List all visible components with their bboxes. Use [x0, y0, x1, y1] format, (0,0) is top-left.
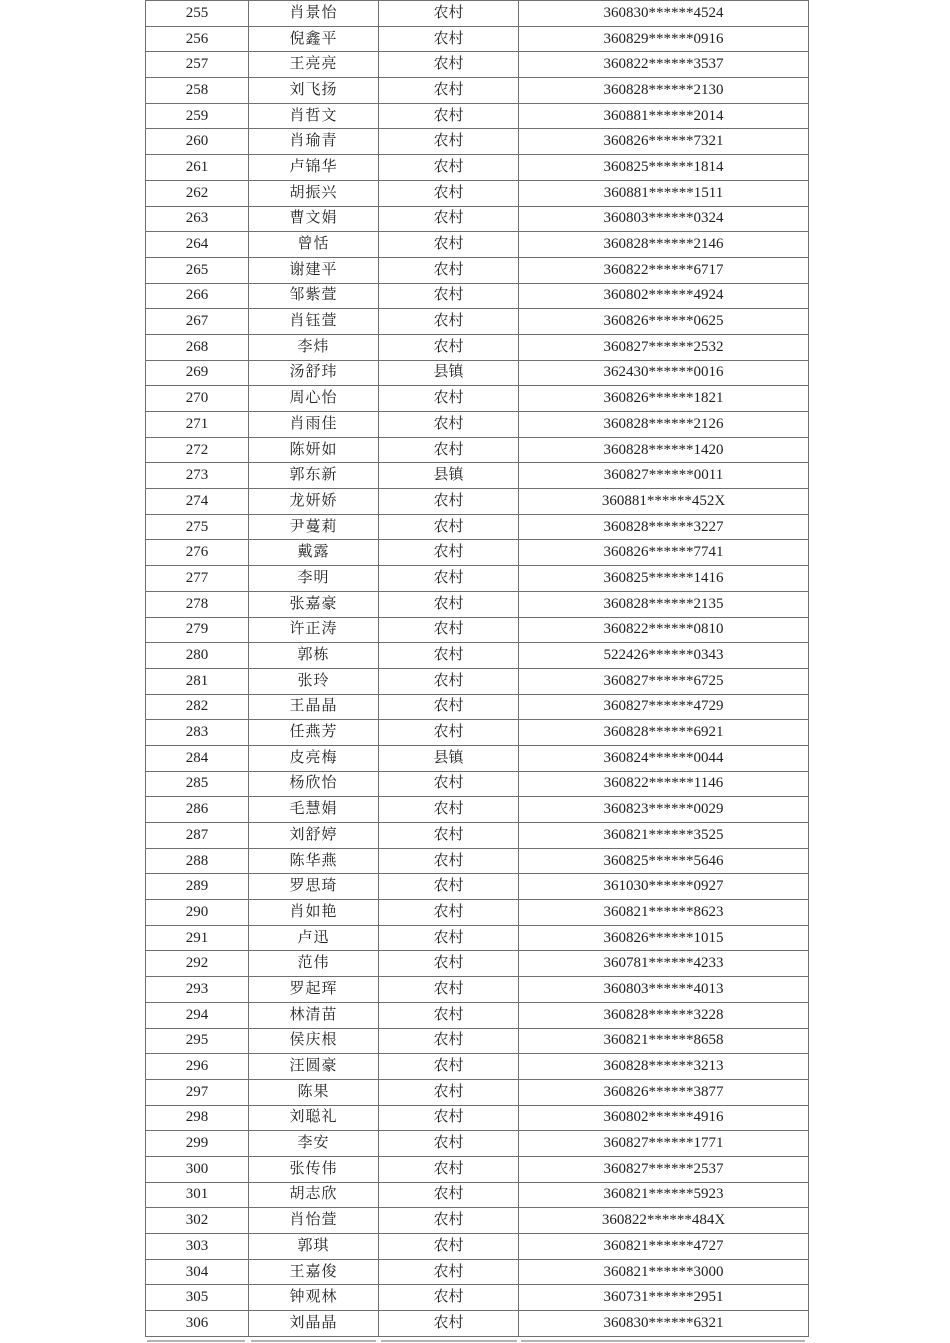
name-cell: 谢建平	[249, 257, 379, 283]
table-row	[146, 977, 809, 1003]
name-cell: 许正涛	[249, 617, 379, 643]
table-row	[146, 1054, 809, 1080]
name-cell: 侯庆根	[249, 1028, 379, 1054]
table-row	[146, 232, 809, 258]
row-number-cell: 270	[146, 386, 249, 412]
row-number-cell: 303	[146, 1234, 249, 1260]
row-number-cell: 292	[146, 951, 249, 977]
table-row	[146, 257, 809, 283]
id-number-cell: 360822******484X	[519, 1208, 809, 1234]
name-cell: 杨欣怡	[249, 771, 379, 797]
table-row	[146, 412, 809, 438]
row-number-cell: 264	[146, 232, 249, 258]
region-cell: 农村	[379, 206, 519, 232]
name-cell: 张玲	[249, 668, 379, 694]
table-row	[146, 103, 809, 129]
id-number-cell: 360827******4729	[519, 694, 809, 720]
region-cell: 农村	[379, 489, 519, 515]
region-cell: 农村	[379, 977, 519, 1003]
id-number-cell: 360825******1814	[519, 155, 809, 181]
id-number-cell: 360822******0810	[519, 617, 809, 643]
name-cell: 林清苗	[249, 1002, 379, 1028]
id-number-cell: 360881******452X	[519, 489, 809, 515]
name-cell: 龙妍娇	[249, 489, 379, 515]
table-row	[146, 566, 809, 592]
name-cell: 刘晶晶	[249, 1311, 379, 1337]
border-segment	[381, 1340, 517, 1342]
region-cell: 农村	[379, 1285, 519, 1311]
name-cell: 刘舒婷	[249, 823, 379, 849]
id-number-cell: 360821******8623	[519, 900, 809, 926]
row-number-cell: 262	[146, 180, 249, 206]
table-row	[146, 78, 809, 104]
id-number-cell: 360821******8658	[519, 1028, 809, 1054]
id-number-cell: 360821******4727	[519, 1234, 809, 1260]
table-row	[146, 900, 809, 926]
id-number-cell: 360826******7741	[519, 540, 809, 566]
table-row	[146, 874, 809, 900]
id-number-cell: 360881******1511	[519, 180, 809, 206]
name-cell: 周心怡	[249, 386, 379, 412]
region-cell: 农村	[379, 668, 519, 694]
row-number-cell: 299	[146, 1131, 249, 1157]
name-cell: 肖瑜青	[249, 129, 379, 155]
region-cell: 农村	[379, 155, 519, 181]
region-cell: 农村	[379, 78, 519, 104]
region-cell: 农村	[379, 617, 519, 643]
name-cell: 张嘉豪	[249, 591, 379, 617]
region-cell: 农村	[379, 1259, 519, 1285]
table-row	[146, 591, 809, 617]
row-number-cell: 298	[146, 1105, 249, 1131]
id-number-cell: 362430******0016	[519, 360, 809, 386]
row-number-cell: 289	[146, 874, 249, 900]
id-number-cell: 360802******4916	[519, 1105, 809, 1131]
id-number-cell: 360828******2126	[519, 412, 809, 438]
id-number-cell: 360803******0324	[519, 206, 809, 232]
row-number-cell: 280	[146, 643, 249, 669]
region-cell: 农村	[379, 1002, 519, 1028]
region-cell: 农村	[379, 1156, 519, 1182]
table-row	[146, 1131, 809, 1157]
name-cell: 王嘉俊	[249, 1259, 379, 1285]
name-cell: 罗思琦	[249, 874, 379, 900]
id-number-cell: 360781******4233	[519, 951, 809, 977]
id-number-cell: 360826******1015	[519, 925, 809, 951]
id-number-cell: 360828******2130	[519, 78, 809, 104]
student-roster-table	[145, 0, 809, 1337]
row-number-cell: 265	[146, 257, 249, 283]
region-cell: 农村	[379, 1131, 519, 1157]
table-row	[146, 848, 809, 874]
table-row	[146, 1105, 809, 1131]
row-number-cell: 261	[146, 155, 249, 181]
name-cell: 王亮亮	[249, 52, 379, 78]
name-cell: 王晶晶	[249, 694, 379, 720]
table-row	[146, 823, 809, 849]
row-number-cell: 259	[146, 103, 249, 129]
table-row	[146, 797, 809, 823]
id-number-cell: 360881******2014	[519, 103, 809, 129]
table-row	[146, 925, 809, 951]
name-cell: 戴露	[249, 540, 379, 566]
row-number-cell: 295	[146, 1028, 249, 1054]
name-cell: 郭琪	[249, 1234, 379, 1260]
row-number-cell: 287	[146, 823, 249, 849]
id-number-cell: 360821******3000	[519, 1259, 809, 1285]
row-number-cell: 286	[146, 797, 249, 823]
region-cell: 农村	[379, 334, 519, 360]
table-row	[146, 1079, 809, 1105]
row-number-cell: 267	[146, 309, 249, 335]
name-cell: 肖如艳	[249, 900, 379, 926]
row-number-cell: 284	[146, 745, 249, 771]
name-cell: 曾恬	[249, 232, 379, 258]
id-number-cell: 360821******3525	[519, 823, 809, 849]
name-cell: 钟观林	[249, 1285, 379, 1311]
region-cell: 农村	[379, 900, 519, 926]
id-number-cell: 360802******4924	[519, 283, 809, 309]
border-segment	[521, 1340, 805, 1342]
id-number-cell: 360823******0029	[519, 797, 809, 823]
table-row	[146, 1234, 809, 1260]
name-cell: 肖雨佳	[249, 412, 379, 438]
id-number-cell: 360827******0011	[519, 463, 809, 489]
row-number-cell: 277	[146, 566, 249, 592]
region-cell: 农村	[379, 1311, 519, 1337]
region-cell: 农村	[379, 874, 519, 900]
table-row	[146, 463, 809, 489]
region-cell: 农村	[379, 52, 519, 78]
id-number-cell: 360828******3228	[519, 1002, 809, 1028]
name-cell: 肖怡萱	[249, 1208, 379, 1234]
region-cell: 农村	[379, 1079, 519, 1105]
table-row	[146, 489, 809, 515]
region-cell: 农村	[379, 283, 519, 309]
row-number-cell: 304	[146, 1259, 249, 1285]
name-cell: 李安	[249, 1131, 379, 1157]
table-row	[146, 360, 809, 386]
id-number-cell: 360827******6725	[519, 668, 809, 694]
row-number-cell: 276	[146, 540, 249, 566]
name-cell: 卢迅	[249, 925, 379, 951]
name-cell: 卢锦华	[249, 155, 379, 181]
name-cell: 毛慧娟	[249, 797, 379, 823]
id-number-cell: 360827******2532	[519, 334, 809, 360]
id-number-cell: 360828******2135	[519, 591, 809, 617]
region-cell: 县镇	[379, 360, 519, 386]
table-row	[146, 437, 809, 463]
table-row	[146, 643, 809, 669]
id-number-cell: 360825******1416	[519, 566, 809, 592]
id-number-cell: 360826******7321	[519, 129, 809, 155]
region-cell: 农村	[379, 771, 519, 797]
name-cell: 陈果	[249, 1079, 379, 1105]
row-number-cell: 300	[146, 1156, 249, 1182]
name-cell: 陈华燕	[249, 848, 379, 874]
id-number-cell: 360826******0625	[519, 309, 809, 335]
name-cell: 皮亮梅	[249, 745, 379, 771]
row-number-cell: 288	[146, 848, 249, 874]
region-cell: 农村	[379, 925, 519, 951]
table-row	[146, 180, 809, 206]
row-number-cell: 275	[146, 514, 249, 540]
row-number-cell: 302	[146, 1208, 249, 1234]
id-number-cell: 360826******1821	[519, 386, 809, 412]
region-cell: 农村	[379, 540, 519, 566]
id-number-cell: 360827******1771	[519, 1131, 809, 1157]
region-cell: 农村	[379, 951, 519, 977]
row-number-cell: 269	[146, 360, 249, 386]
id-number-cell: 360822******6717	[519, 257, 809, 283]
id-number-cell: 360824******0044	[519, 745, 809, 771]
row-number-cell: 306	[146, 1311, 249, 1337]
name-cell: 胡振兴	[249, 180, 379, 206]
id-number-cell: 360822******3537	[519, 52, 809, 78]
id-number-cell: 360803******4013	[519, 977, 809, 1003]
region-cell: 农村	[379, 180, 519, 206]
name-cell: 邹紫萱	[249, 283, 379, 309]
row-number-cell: 257	[146, 52, 249, 78]
id-number-cell: 360828******6921	[519, 720, 809, 746]
region-cell: 农村	[379, 129, 519, 155]
row-number-cell: 294	[146, 1002, 249, 1028]
name-cell: 肖钰萱	[249, 309, 379, 335]
id-number-cell: 360827******2537	[519, 1156, 809, 1182]
row-number-cell: 291	[146, 925, 249, 951]
id-number-cell: 360825******5646	[519, 848, 809, 874]
region-cell: 农村	[379, 309, 519, 335]
name-cell: 李炜	[249, 334, 379, 360]
row-number-cell: 281	[146, 668, 249, 694]
name-cell: 任燕芳	[249, 720, 379, 746]
table-row	[146, 1311, 809, 1337]
region-cell: 农村	[379, 1234, 519, 1260]
region-cell: 县镇	[379, 463, 519, 489]
region-cell: 农村	[379, 412, 519, 438]
id-number-cell: 360731******2951	[519, 1285, 809, 1311]
id-number-cell: 360826******3877	[519, 1079, 809, 1105]
row-number-cell: 271	[146, 412, 249, 438]
region-cell: 农村	[379, 797, 519, 823]
table-row	[146, 155, 809, 181]
table-row	[146, 514, 809, 540]
table-row	[146, 1182, 809, 1208]
region-cell: 农村	[379, 848, 519, 874]
name-cell: 刘飞扬	[249, 78, 379, 104]
region-cell: 农村	[379, 26, 519, 52]
name-cell: 陈妍如	[249, 437, 379, 463]
row-number-cell: 278	[146, 591, 249, 617]
table-row	[146, 617, 809, 643]
table-row	[146, 334, 809, 360]
region-cell: 农村	[379, 257, 519, 283]
table-row	[146, 720, 809, 746]
row-number-cell: 268	[146, 334, 249, 360]
region-cell: 农村	[379, 643, 519, 669]
row-number-cell: 293	[146, 977, 249, 1003]
table-row	[146, 129, 809, 155]
region-cell: 农村	[379, 232, 519, 258]
table-row	[146, 1285, 809, 1311]
name-cell: 尹蔓莉	[249, 514, 379, 540]
table-row	[146, 1259, 809, 1285]
name-cell: 罗起珲	[249, 977, 379, 1003]
id-number-cell: 360829******0916	[519, 26, 809, 52]
name-cell: 汪圆豪	[249, 1054, 379, 1080]
table-row	[146, 745, 809, 771]
region-cell: 农村	[379, 1182, 519, 1208]
region-cell: 农村	[379, 1105, 519, 1131]
name-cell: 胡志欣	[249, 1182, 379, 1208]
id-number-cell: 360830******6321	[519, 1311, 809, 1337]
row-number-cell: 296	[146, 1054, 249, 1080]
row-number-cell: 301	[146, 1182, 249, 1208]
name-cell: 李明	[249, 566, 379, 592]
region-cell: 农村	[379, 823, 519, 849]
id-number-cell: 360828******1420	[519, 437, 809, 463]
row-number-cell: 305	[146, 1285, 249, 1311]
table-row	[146, 1028, 809, 1054]
row-number-cell: 282	[146, 694, 249, 720]
region-cell: 农村	[379, 720, 519, 746]
row-number-cell: 258	[146, 78, 249, 104]
row-number-cell: 274	[146, 489, 249, 515]
row-number-cell: 266	[146, 283, 249, 309]
table-body	[146, 1, 809, 1337]
table-row	[146, 283, 809, 309]
name-cell: 郭东新	[249, 463, 379, 489]
table-row	[146, 771, 809, 797]
name-cell: 刘聪礼	[249, 1105, 379, 1131]
row-number-cell: 279	[146, 617, 249, 643]
row-number-cell: 290	[146, 900, 249, 926]
region-cell: 农村	[379, 386, 519, 412]
row-number-cell: 263	[146, 206, 249, 232]
name-cell: 汤舒玮	[249, 360, 379, 386]
row-number-cell: 283	[146, 720, 249, 746]
row-number-cell: 260	[146, 129, 249, 155]
border-segment	[251, 1340, 376, 1342]
table-row	[146, 1208, 809, 1234]
table-row	[146, 309, 809, 335]
region-cell: 农村	[379, 694, 519, 720]
id-number-cell: 361030******0927	[519, 874, 809, 900]
region-cell: 农村	[379, 1054, 519, 1080]
id-number-cell: 522426******0343	[519, 643, 809, 669]
row-number-cell: 297	[146, 1079, 249, 1105]
region-cell: 农村	[379, 103, 519, 129]
table-row	[146, 26, 809, 52]
row-number-cell: 272	[146, 437, 249, 463]
id-number-cell: 360821******5923	[519, 1182, 809, 1208]
region-cell: 农村	[379, 437, 519, 463]
region-cell: 农村	[379, 566, 519, 592]
row-number-cell: 255	[146, 1, 249, 27]
region-cell: 农村	[379, 1, 519, 27]
name-cell: 肖哲文	[249, 103, 379, 129]
table-row	[146, 951, 809, 977]
table-row	[146, 1, 809, 27]
name-cell: 肖景怡	[249, 1, 379, 27]
region-cell: 农村	[379, 1028, 519, 1054]
table-row	[146, 1002, 809, 1028]
table-row	[146, 694, 809, 720]
table-row	[146, 1156, 809, 1182]
id-number-cell: 360822******1146	[519, 771, 809, 797]
id-number-cell: 360828******2146	[519, 232, 809, 258]
name-cell: 范伟	[249, 951, 379, 977]
row-number-cell: 256	[146, 26, 249, 52]
row-number-cell: 285	[146, 771, 249, 797]
id-number-cell: 360828******3227	[519, 514, 809, 540]
id-number-cell: 360830******4524	[519, 1, 809, 27]
region-cell: 农村	[379, 1208, 519, 1234]
table-row	[146, 668, 809, 694]
table-row	[146, 206, 809, 232]
name-cell: 郭栋	[249, 643, 379, 669]
region-cell: 县镇	[379, 745, 519, 771]
name-cell: 倪鑫平	[249, 26, 379, 52]
region-cell: 农村	[379, 514, 519, 540]
region-cell: 农村	[379, 591, 519, 617]
name-cell: 曹文娟	[249, 206, 379, 232]
table-row	[146, 386, 809, 412]
row-number-cell: 273	[146, 463, 249, 489]
id-number-cell: 360828******3213	[519, 1054, 809, 1080]
name-cell: 张传伟	[249, 1156, 379, 1182]
table-row	[146, 540, 809, 566]
table-row	[146, 52, 809, 78]
border-segment	[147, 1340, 245, 1342]
